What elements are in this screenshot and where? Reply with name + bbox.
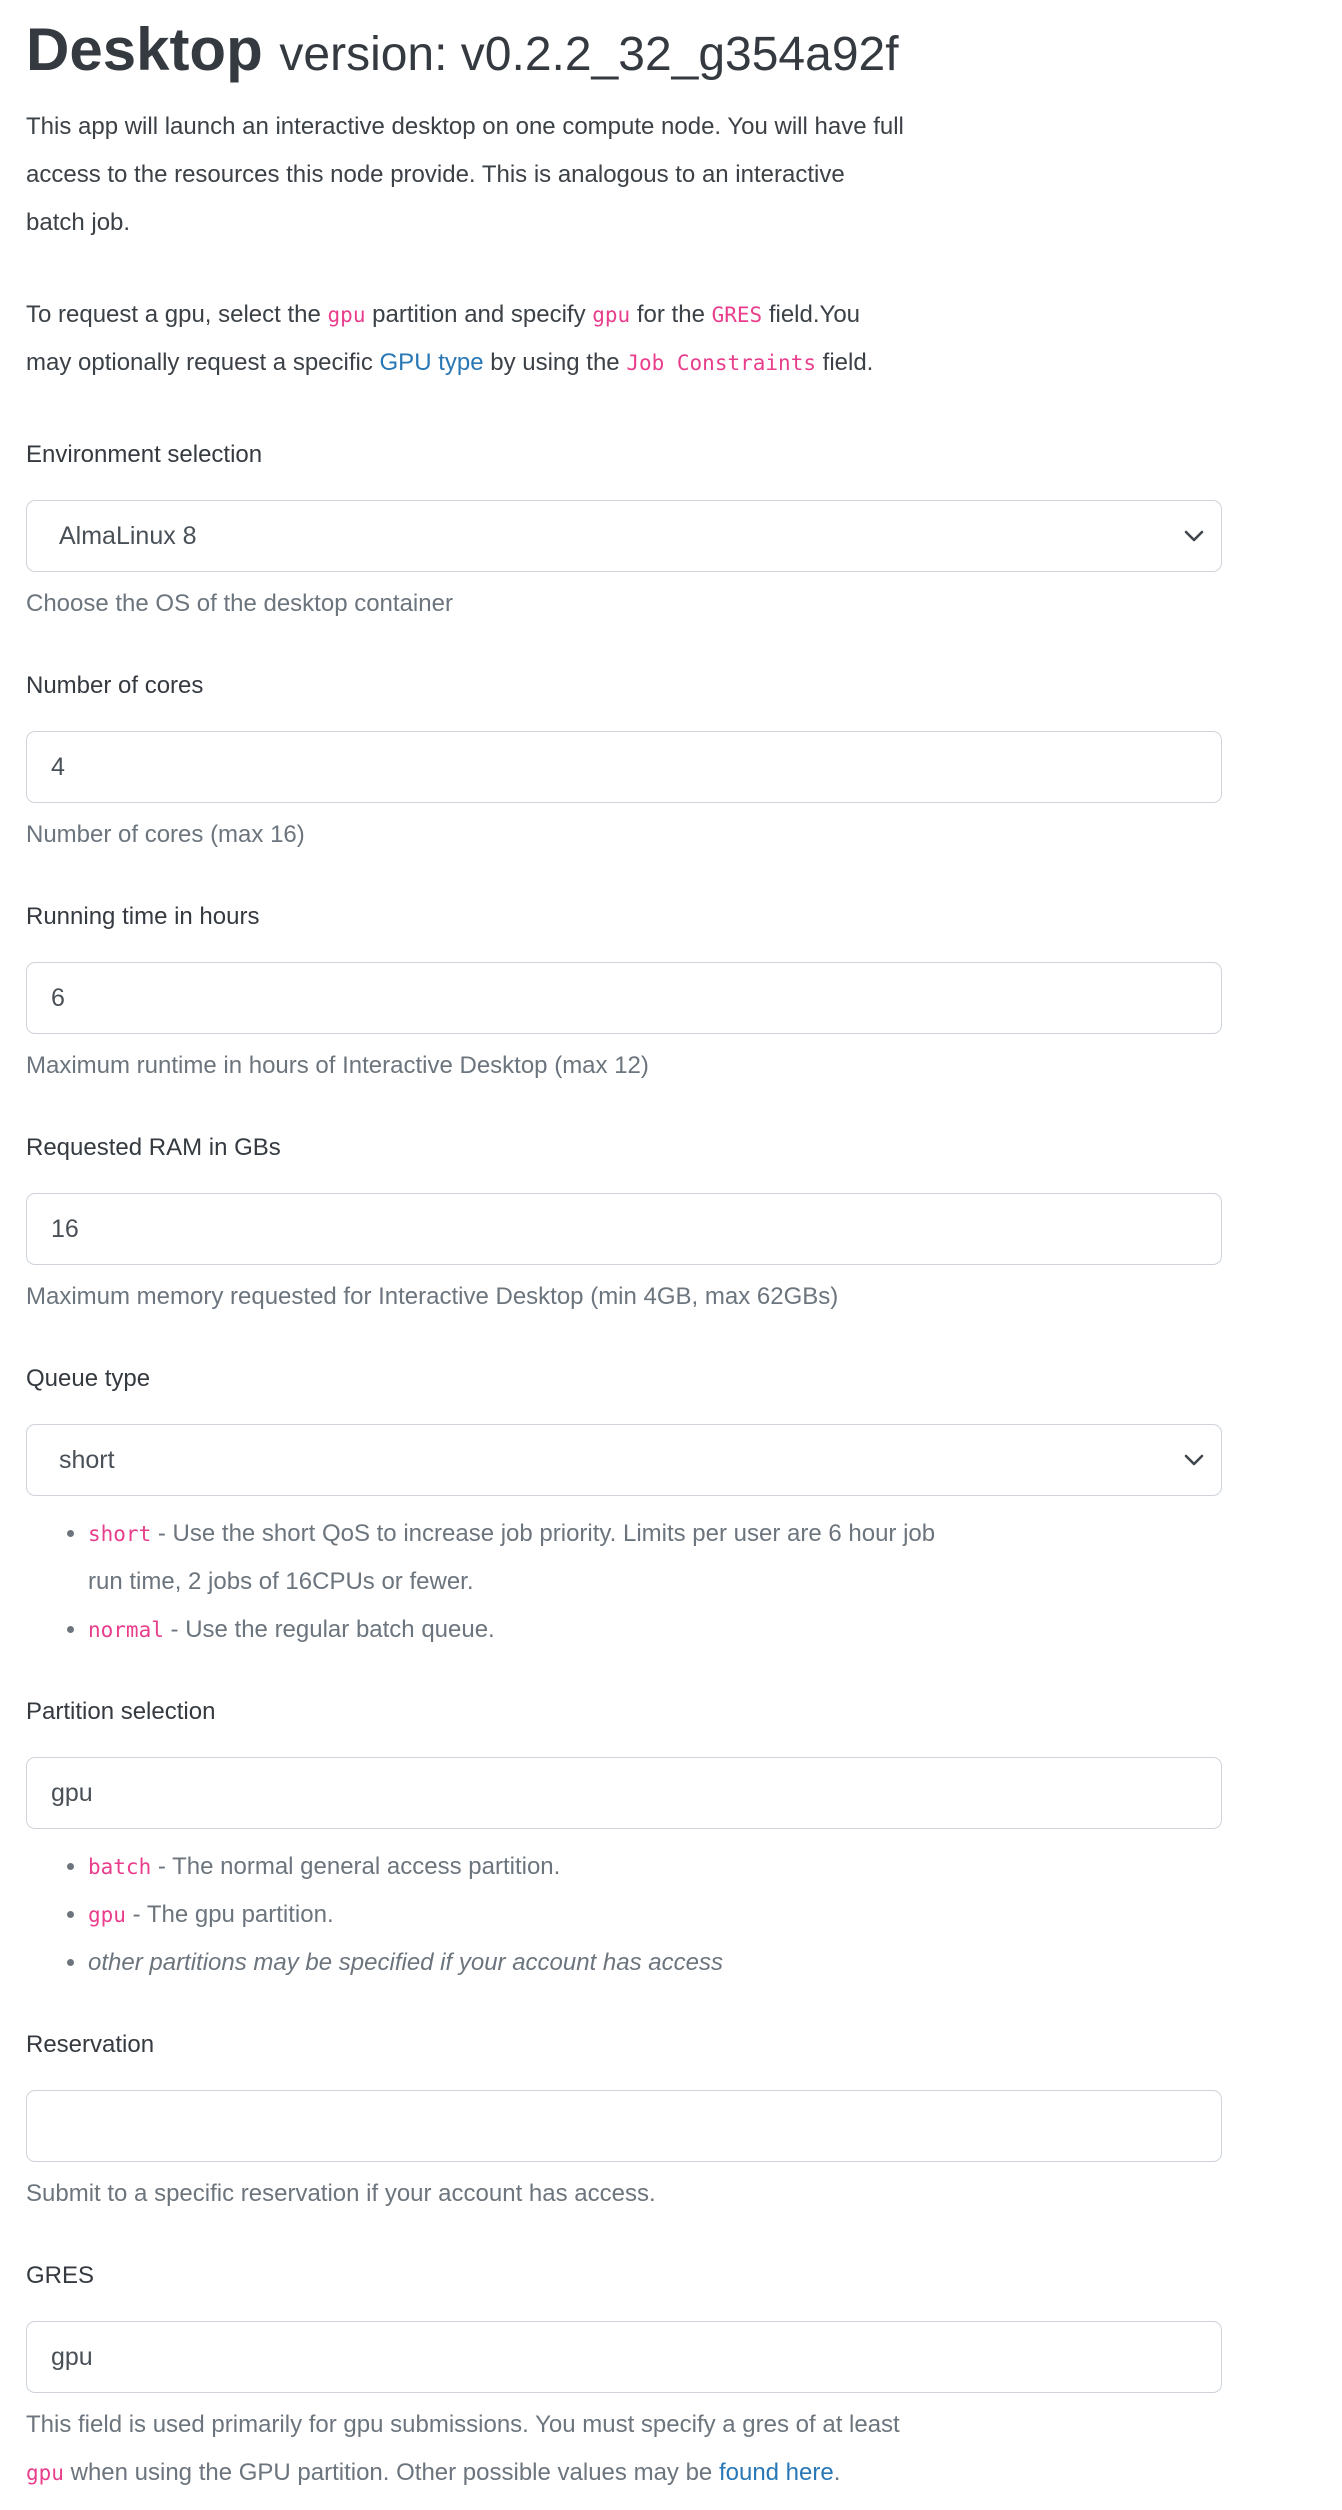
- ram-input-wrap: [26, 1193, 1222, 1265]
- gpu-code: gpu: [88, 1903, 126, 1927]
- partition-other-note: other partitions may be specified if your account has access: [88, 1949, 723, 1976]
- environment-field-group: [26, 431, 1222, 628]
- gpu-type-link[interactable]: GPU type: [379, 349, 484, 376]
- gres-help-text-3: .: [833, 2459, 841, 2486]
- partition-input-wrap: [26, 1757, 1222, 1829]
- queue-field-group: [26, 1355, 1222, 1654]
- gpu-gres-code: gpu: [592, 303, 631, 327]
- queue-option-short-line-1: [88, 1510, 1222, 1558]
- reservation-label: Reservation: [26, 2031, 155, 2058]
- partition-options-list: [26, 1843, 1222, 1987]
- runtime-field-group: [26, 893, 1222, 1090]
- gres-help-line-1: This field is used primarily for gpu submissions. You must specify a gres of at least: [26, 2411, 900, 2438]
- cores-field-group: [26, 662, 1222, 859]
- batch-code: batch: [88, 1855, 152, 1879]
- partition-input[interactable]: [26, 1757, 1222, 1829]
- normal-code: normal: [88, 1618, 164, 1642]
- runtime-help: Maximum runtime in hours of Interactive Desktop (max 12): [26, 1052, 649, 1079]
- gres-field-group: [26, 2252, 1222, 2497]
- reservation-input-wrap: [26, 2090, 1222, 2162]
- gres-input-wrap: [26, 2321, 1222, 2393]
- partition-field-group: [26, 1688, 1222, 1987]
- intro-p2-text-1: To request a gpu, select the: [26, 301, 328, 328]
- reservation-input[interactable]: [26, 2090, 1222, 2162]
- queue-select-wrap: [26, 1424, 1222, 1496]
- intro-p2-text-4: field.You: [762, 301, 861, 328]
- gpu-partition-code: gpu: [327, 303, 366, 327]
- intro-p1-line-3: batch job.: [26, 209, 131, 236]
- intro-p2-text-5: may optionally request a specific: [26, 349, 380, 376]
- ram-label: Requested RAM in GBs: [26, 1134, 281, 1161]
- queue-options-list: [26, 1510, 1222, 1654]
- gres-help-line-2: [26, 2449, 1222, 2497]
- partition-option-other: [88, 1939, 1222, 1987]
- ram-field-group: [26, 1124, 1222, 1321]
- queue-option-normal-desc: - Use the regular batch queue.: [163, 1616, 495, 1643]
- intro-p2-text-3: for the: [630, 301, 712, 328]
- queue-label: Queue type: [26, 1365, 151, 1392]
- intro-p2-line-2: [26, 339, 1222, 387]
- runtime-input-wrap: [26, 962, 1222, 1034]
- queue-option-normal: [88, 1606, 1222, 1654]
- gres-help-text-2: when using the GPU partition. Other possible values may be: [63, 2459, 719, 2486]
- partition-option-gpu-desc: - The gpu partition.: [125, 1901, 334, 1928]
- intro-p1-line-2: access to the resources this node provide. This is analogous to an interactive: [26, 161, 845, 188]
- page-title: [26, 14, 1222, 91]
- ram-help: Maximum memory requested for Interactive Desktop (min 4GB, max 62GBs): [26, 1283, 839, 1310]
- intro-p2-line-1: [26, 291, 1222, 339]
- gres-label: GRES: [26, 2262, 95, 2289]
- partition-option-batch: [88, 1843, 1222, 1891]
- reservation-help: Submit to a specific reservation if your account has access.: [26, 2180, 656, 2207]
- environment-select[interactable]: [26, 500, 1222, 572]
- cores-help: Number of cores (max 16): [26, 821, 305, 848]
- intro-p1-line-1: This app will launch an interactive desktop on one compute node. You will have full: [26, 113, 904, 140]
- ram-input[interactable]: [26, 1193, 1222, 1265]
- cores-label: Number of cores: [26, 672, 204, 699]
- partition-label: Partition selection: [26, 1698, 216, 1725]
- gres-input[interactable]: [26, 2321, 1222, 2393]
- cores-input[interactable]: [26, 731, 1222, 803]
- gres-field-code: GRES: [711, 303, 763, 327]
- app-version: version: v0.2.2_32_g354a92f: [279, 28, 899, 81]
- queue-option-short-line-2: run time, 2 jobs of 16CPUs or fewer.: [88, 1568, 474, 1595]
- environment-help: Choose the OS of the desktop container: [26, 590, 453, 617]
- queue-option-short: [88, 1510, 1222, 1606]
- environment-label: Environment selection: [26, 441, 263, 468]
- app-name: Desktop: [26, 16, 263, 83]
- cores-input-wrap: [26, 731, 1222, 803]
- reservation-field-group: [26, 2021, 1222, 2218]
- runtime-input[interactable]: [26, 962, 1222, 1034]
- intro-p2-text-2: partition and specify: [365, 301, 593, 328]
- job-constraints-code: Job Constraints: [626, 351, 816, 375]
- partition-option-gpu: [88, 1891, 1222, 1939]
- intro-paragraph-1: [26, 103, 1222, 247]
- gres-help: [26, 2401, 1222, 2497]
- short-code: short: [88, 1522, 152, 1546]
- queue-option-short-desc-1: - Use the short QoS to increase job priority. Limits per user are 6 hour job: [151, 1520, 936, 1547]
- desktop-app-form-page: [26, 0, 1222, 2509]
- gres-gpu-code: gpu: [26, 2461, 64, 2485]
- environment-select-wrap: [26, 500, 1222, 572]
- runtime-label: Running time in hours: [26, 903, 260, 930]
- queue-select[interactable]: [26, 1424, 1222, 1496]
- intro-paragraph-2: [26, 291, 1222, 387]
- intro-p2-text-6: by using the: [483, 349, 627, 376]
- intro-p2-text-7: field.: [815, 349, 874, 376]
- partition-option-batch-desc: - The normal general access partition.: [151, 1853, 561, 1880]
- found-here-link[interactable]: found here: [718, 2459, 834, 2486]
